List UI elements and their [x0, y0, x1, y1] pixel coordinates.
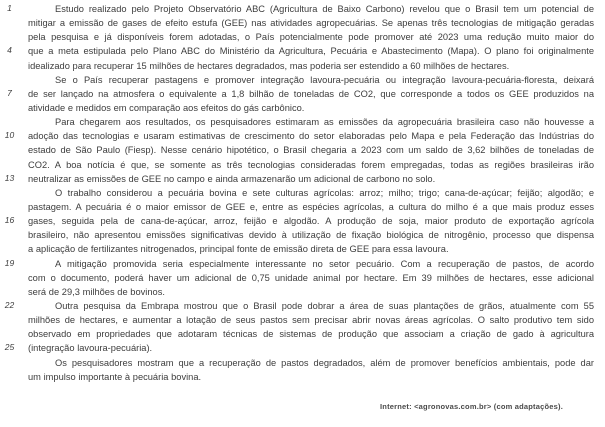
text-line: [0, 30, 594, 44]
text-line: [0, 214, 594, 228]
text-line: [0, 313, 594, 327]
text-line: [0, 87, 594, 101]
text-line: [0, 143, 594, 157]
text-line: [0, 158, 594, 172]
line-text: adoção das tecnologias e usaram estimativas de crescimento do setor elaboradas pelo Mapa e pela Federação das Indústrias do: [28, 131, 594, 142]
line-number: [0, 59, 28, 73]
line-text: um impulso importante à pecuária bovina.: [28, 371, 202, 382]
line-text: será de 29,3 milhões de bovinos.: [28, 286, 165, 297]
line-text: estado de São Paulo (Fiesp). Nesse cenário hipotético, o Brasil chegaria a 2023 com um saldo de 3,62 bilhões de toneladas de: [28, 145, 594, 156]
line-text: a aplicação de fertilizantes nitrogenados, principal fonte de emissão direta de GEE para essa lavoura.: [28, 244, 449, 255]
line-number: [0, 242, 28, 256]
text-line: [0, 73, 594, 87]
line-number: [0, 200, 28, 214]
line-number: [0, 313, 28, 327]
line-text: pastagem. A pecuária é o maior emissor de GEE e, entre as espécies agrícolas, a cultura do milho é a que mais produz esses: [28, 201, 594, 212]
line-number: [0, 285, 28, 299]
line-text: Estudo realizado pelo Projeto Observatório ABC (Agricultura de Baixo Carbono) revelou que o Brasil tem um potencial de: [55, 4, 594, 14]
line-number: 13: [4, 172, 15, 183]
line-text: (integração lavoura-pecuária).: [28, 343, 153, 354]
text-line: [0, 299, 594, 313]
line-number: 4: [7, 45, 12, 56]
text-line: [0, 2, 594, 16]
line-number: [0, 16, 28, 30]
line-number: [0, 370, 28, 384]
line-text: A mitigação promovida seria especialmente interessante no setor pecuário. Com a recuperação de pastos, de acordo: [55, 258, 594, 269]
line-number: 25: [4, 342, 15, 353]
text-line: [0, 356, 594, 370]
line-text: idealizado para recuperar 15 milhões de hectares degradados, mas poderia ser estendido a 60 milhões de hectares.: [28, 60, 510, 71]
text-line: [0, 186, 594, 200]
text-line: [0, 200, 594, 214]
text-line: [0, 228, 594, 242]
text-body: [0, 2, 594, 384]
text-line: [0, 16, 594, 30]
text-line: [0, 271, 594, 285]
line-text: que a meta estipulada pelo Plano ABC do Ministério da Agricultura, Pecuária e Abastecimento (Mapa). O plano foi originalmente: [28, 46, 594, 57]
line-text: Outra pesquisa da Embrapa mostrou que o Brasil pode dobrar a área de suas plantações de grãos, atualmente com 55: [55, 300, 594, 311]
text-line: [0, 59, 594, 73]
line-text: CO2. A boa notícia é que, se somente as três tecnologias consideradas forem empregadas, todas as regiões brasileiras irão: [28, 159, 594, 170]
line-number: [0, 158, 28, 172]
line-number: 1: [7, 3, 12, 13]
line-number: 7: [7, 87, 12, 98]
line-text: Se o País recuperar pastagens e promover integração lavoura-pecuária ou integração lavoura-pecuária-floresta, deixará: [55, 74, 594, 85]
line-number: [0, 115, 28, 129]
line-text: pela pesquisa e já disponíveis forem adotadas, o País potencialmente pode promover até 2023 uma redução muito maior do: [28, 32, 594, 43]
line-text: Para chegarem aos resultados, os pesquisadores estimaram as emissões da agropecuária brasileira caso não houvesse a: [55, 117, 594, 128]
line-number: [0, 327, 28, 341]
text-line: [0, 129, 594, 143]
line-text: brasileiro, não apresentou emissões significativas devido à utilização de fixação biológica de nitrogênio, processo que dispensa: [28, 230, 594, 241]
line-number: [0, 101, 28, 115]
text-line: [0, 101, 594, 115]
text-line: [0, 44, 594, 58]
line-number: [0, 228, 28, 242]
line-number: [0, 143, 28, 157]
line-text: mitigar a emissão de gases de efeito estufa (GEE) nas atividades agropecuárias. Se apenas três tecnologias de mitigação geradas: [28, 18, 594, 29]
line-number: [0, 271, 28, 285]
line-text: atividade e medidos em comparação aos efeitos do gás carbônico.: [28, 102, 305, 113]
line-text: com o documento, poderá haver um adicional de 0,75 unidade animal por hectare. Em 39 milhões de hectares, esse adicional: [28, 272, 594, 283]
text-line: [0, 327, 594, 341]
source-credit: Internet: <agronovas.com.br> (com adaptações).: [380, 402, 563, 411]
line-number: [0, 30, 28, 44]
line-text: neutralizar as emissões de GEE no campo e ainda armazenarão um adicional de carbono no solo.: [28, 173, 436, 184]
text-line: [0, 370, 594, 384]
line-text: de ser lançado na atmosfera o equivalente a 1,8 bilhão de toneladas de CO2, que corresponde a todos os GEE produzidos na: [28, 88, 594, 99]
line-text: O trabalho considerou a pecuária bovina e sete culturas agrícolas: arroz; milho; trigo; cana-de-açúcar; feijão; algodão; e: [55, 187, 594, 198]
text-line: [0, 172, 594, 186]
line-number: [0, 186, 28, 200]
text-line: [0, 242, 594, 256]
text-line: [0, 115, 594, 129]
line-text: observado em propriedades que adotaram técnicas de sistemas de produção que associam a criação de gado à agricultura: [28, 329, 594, 340]
line-number: 19: [4, 257, 15, 268]
text-line: [0, 285, 594, 299]
line-text: Os pesquisadores mostram que a recuperação de pastos degradados, além de promover benefícios ambientais, pode dar: [55, 357, 594, 368]
line-number: [0, 73, 28, 87]
line-text: gases, seguida pela de cana-de-açúcar, arroz, feijão e algodão. A produção de soja, maior produto de exportação agrícola: [28, 216, 594, 227]
line-number: 16: [4, 215, 15, 226]
line-text: milhões de hectares, e aumentar a lotação de seus pastos sem precisar abrir novas áreas agrícolas. O salto produtivo tem sido: [28, 315, 594, 326]
line-number: 22: [4, 299, 15, 310]
line-number: [0, 356, 28, 370]
text-line: [0, 341, 594, 355]
line-number: 10: [4, 130, 15, 141]
text-line: [0, 257, 594, 271]
